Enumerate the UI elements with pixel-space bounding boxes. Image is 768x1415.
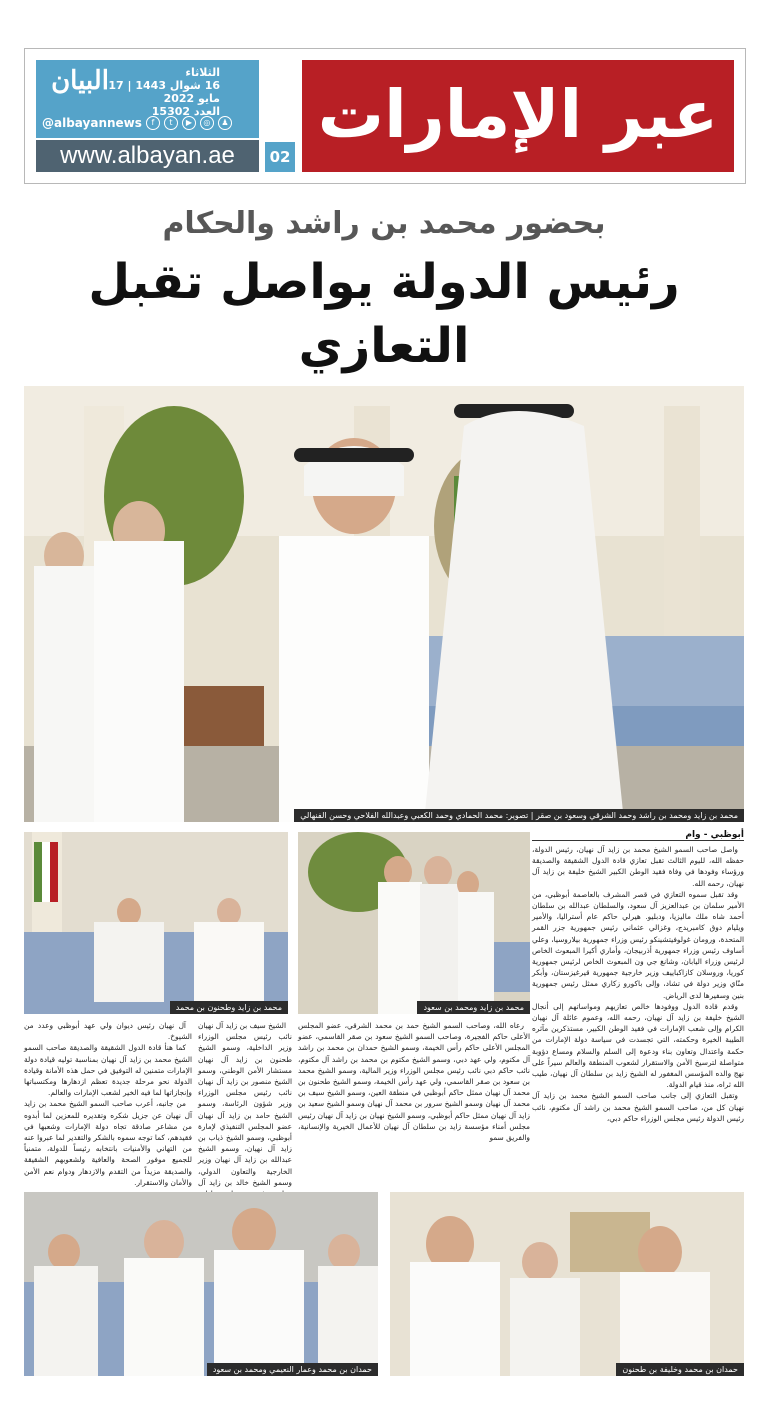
col2-p1: رعاه الله، وصاحب السمو الشيخ حمد بن محمد الشرقي، عضو المجلس الأعلى حاكم الفجيرة، وصاحب السمو الشيخ سعود بن صقر القاسمي، عضو المجلس الأعلى حاكم رأس الخيمة، وسمو الشيخ حمدان بن محمد بن راشد آل مكتوم، ولي عهد دبي، وسمو الشيخ مكتوم بن محمد بن راشد آل مكتوم، نائب حاكم دبي نائب رئيس مجلس الوزراء وزير المالية، وسمو الشيخ محمد بن سعود بن صقر القاسمي، ولي عهد رأس الخيمة، وسمو الشيخ طحنون بن محمد آل نهيان ممثل حاكم أبوظبي في منطقة العين، وسمو الشيخ سيف بن محمد آل نهيان وسمو الشيخ سرور بن محمد آل نهيان وسمو الشيخ سعيد بن زايد آل نهيان ممثل حاكم أبوظبي، وسمو الشيخ نهيان بن زايد آل نهيان رئيس مجلس أمناء مؤسسة زايد بن سلطان آل نهيان للأعمال الخيرية والإنسانية، والفريق سمو <box>298 1021 530 1143</box>
page-number: 02 <box>265 142 295 172</box>
social-bar <box>36 112 259 134</box>
col1-p1: واصل صاحب السمو الشيخ محمد بن زايد آل نهيان، رئيس الدولة، حفظه الله، لليوم الثالث تقبل تعازي قادة الدول الشقيقة والصديقة ورؤساء وفودها في وفاة فقيد الوطن الكبير الشيخ خليفة بن زايد آل نهيان، رحمه الله. <box>532 845 744 888</box>
social-handle: @albayannews <box>42 116 142 130</box>
youtube-icon[interactable]: ▶ <box>182 116 196 130</box>
byline: أبوظبي - وام <box>532 830 744 841</box>
col1-p2: وقد تقبل سموه التعازي في قصر المشرف بالعاصمة أبوظبي، من الأمير سلمان بن عبدالعزيز آل سعود، والسلطان عبدالله بن سلطان أحمد شاه ملك ماليزيا، ودبليو. هيرلي حاكم عام أستراليا، والأمير ويليام دوق كامبريدج، وغزالي عثماني رئيس جمهورية جزر القمر المتحدة، ورومان غولوفيتشينكو رئيس وزراء جمهورية بيلاروسيا، وعلي أساوف رئيس وزراء جمهورية أذربيجان، وأماري أكيرا المبعوث الخاص لرئيس وزراء اليابان، وشانغ جي ون المبعوث الخاص لرئيس جمهورية كوريا، وروسلان كازاكباييف وزير خارجية جمهورية قيرغيزستان، وأبكر منّاي وزير دولة في تشاد، وإلى باكورو زكاري ممثل رئيس جمهورية بنين وسفيرها لدى الرياض. <box>532 889 744 1000</box>
photo-2-caption: محمد بن زايد ومحمد بن سعود <box>417 1001 530 1014</box>
col4-p3: من جانبه، أعرب صاحب السمو الشيخ محمد بن زايد آل نهيان عن جزيل شكره وتقديره للمعزين لما أبدوه من مشاعر صادقة تجاه دولة الإمارات وشعبها في فقيدهم، كما توجه سموه بالشكر والتقدير لما عبروا عنه من التهاني والأمنيات بانتخابه رئيساً للدولة، متمنياً للجميع موفور الصحة والعافية ولشعوبهم الشقيقة والصديقة مزيداً من التقدم والازدهار ودوام نعم الأمن والأمان والاستقرار. <box>24 1099 192 1187</box>
kicker: بحضور محمد بن راشد والحكام <box>162 206 606 241</box>
headline-line-1: رئيس الدولة يواصل تقبل التعازي <box>88 254 680 374</box>
col4-p1: آل نهيان رئيس ديوان ولي عهد أبوظبي وعدد من الشيوخ. <box>24 1021 192 1042</box>
issue-date <box>90 66 220 118</box>
col4-p2: كما هنأ قادة الدول الشقيقة والصديقة صاحب السمو الشيخ محمد بن زايد آل نهيان بمناسبة توليه قيادة دولة الإمارات متمنين له التوفيق في حمل هذه الأمانة وقيادة الدولة نحو مرحلة جديدة تعظم ازدهارها ومكتسباتها وإنجازاتها لما فيه الخير لشعب الإمارات والعالم. <box>24 1043 192 1098</box>
photo-5-caption: حمدان بن محمد وعمار النعيمي ومحمد بن سعود <box>207 1363 378 1376</box>
issue-number: العدد 15302 <box>151 105 220 118</box>
column-2 <box>298 1020 530 1158</box>
photo-5-image <box>24 1192 378 1376</box>
column-4 <box>24 1020 192 1187</box>
twitter-icon[interactable]: t <box>164 116 178 130</box>
photo-4 <box>390 1192 744 1376</box>
column-1 <box>532 844 744 1179</box>
main-photo-image <box>24 386 744 822</box>
photo-3-image <box>24 832 288 1014</box>
photo-3 <box>24 832 288 1014</box>
photo-3-caption: محمد بن زايد وطحنون بن محمد <box>170 1001 288 1014</box>
website-url[interactable]: www.albayan.ae <box>36 140 259 172</box>
photo-2-image <box>298 832 530 1014</box>
weekday: الثلاثاء <box>185 66 220 79</box>
photo-2 <box>298 832 530 1014</box>
col1-p3: وقدم قادة الدول ووفودها خالص تعازيهم ومواساتهم إلى أنجال الشيخ خليفة بن زايد آل نهيان، رحمه الله، وعموم عائلة آل نهيان الكرام وإلى شعب الإمارات في فقيد الوطن الكبير، مستذكرين مآثره الطيبة الخيرة وحكمته، التي تجسدت في سياسة دولة الإمارات من حكمة واعتدال وتعاون بناء ودعوة إلى السلم والسلام ومساع دؤوبة متواصلة لترسيخ الأمن والاستقرار لشعوب المنطقة والعالم سيراً على نهج والده المؤسس المغفور له الشيخ زايد بن سلطان آل نهيان، طيب الله ثراه، منذ قيام الدولة. <box>532 1001 744 1090</box>
photo-5 <box>24 1192 378 1376</box>
photo-4-caption: حمدان بن محمد وخليفة بن طحنون <box>616 1363 744 1376</box>
section-title: عبر الإمارات <box>302 60 734 172</box>
col1-p4: وتقبل التعازي إلى جانب صاحب السمو الشيخ محمد بن زايد آل نهيان كل من، صاحب السمو الشيخ محمد بن راشد آل مكتوم، نائب رئيس الدولة رئيس مجلس الوزراء حاكم دبي، <box>532 1091 744 1123</box>
main-photo-caption: محمد بن زايد ومحمد بن راشد وحمد الشرقي وسعود بن صقر | تصوير: محمد الحمادي وحمد الكعبي وعبدالله الفلاحي وحسن الفنهالي <box>294 809 744 822</box>
snapchat-icon[interactable]: ♟ <box>218 116 232 130</box>
date-detail: 16 شوال 1443 | 17 مايو 2022 <box>108 79 220 105</box>
newspaper-logo: البيان <box>51 66 109 96</box>
column-3 <box>198 1020 292 1187</box>
photo-4-image <box>390 1192 744 1376</box>
instagram-icon[interactable]: ◎ <box>200 116 214 130</box>
main-photo <box>24 386 744 822</box>
facebook-icon[interactable]: f <box>146 116 160 130</box>
col3-p1: الشيخ سيف بن زايد آل نهيان نائب رئيس مجلس الوزراء وزير الداخلية، وسمو الشيخ طحنون بن زايد آل نهيان مستشار الأمن الوطني، وسمو الشيخ منصور بن زايد آل نهيان نائب رئيس مجلس الوزراء وزير شؤون الرئاسة، وسمو الشيخ حامد بن زايد آل نهيان عضو المجلس التنفيذي لإمارة أبوظبي، وسمو الشيخ ذياب بن زايد آل نهيان، وسمو الشيخ عبدالله بن زايد آل نهيان وزير الخارجية والتعاون الدولي، وسمو الشيخ خالد بن زايد آل <box>198 1021 292 1187</box>
